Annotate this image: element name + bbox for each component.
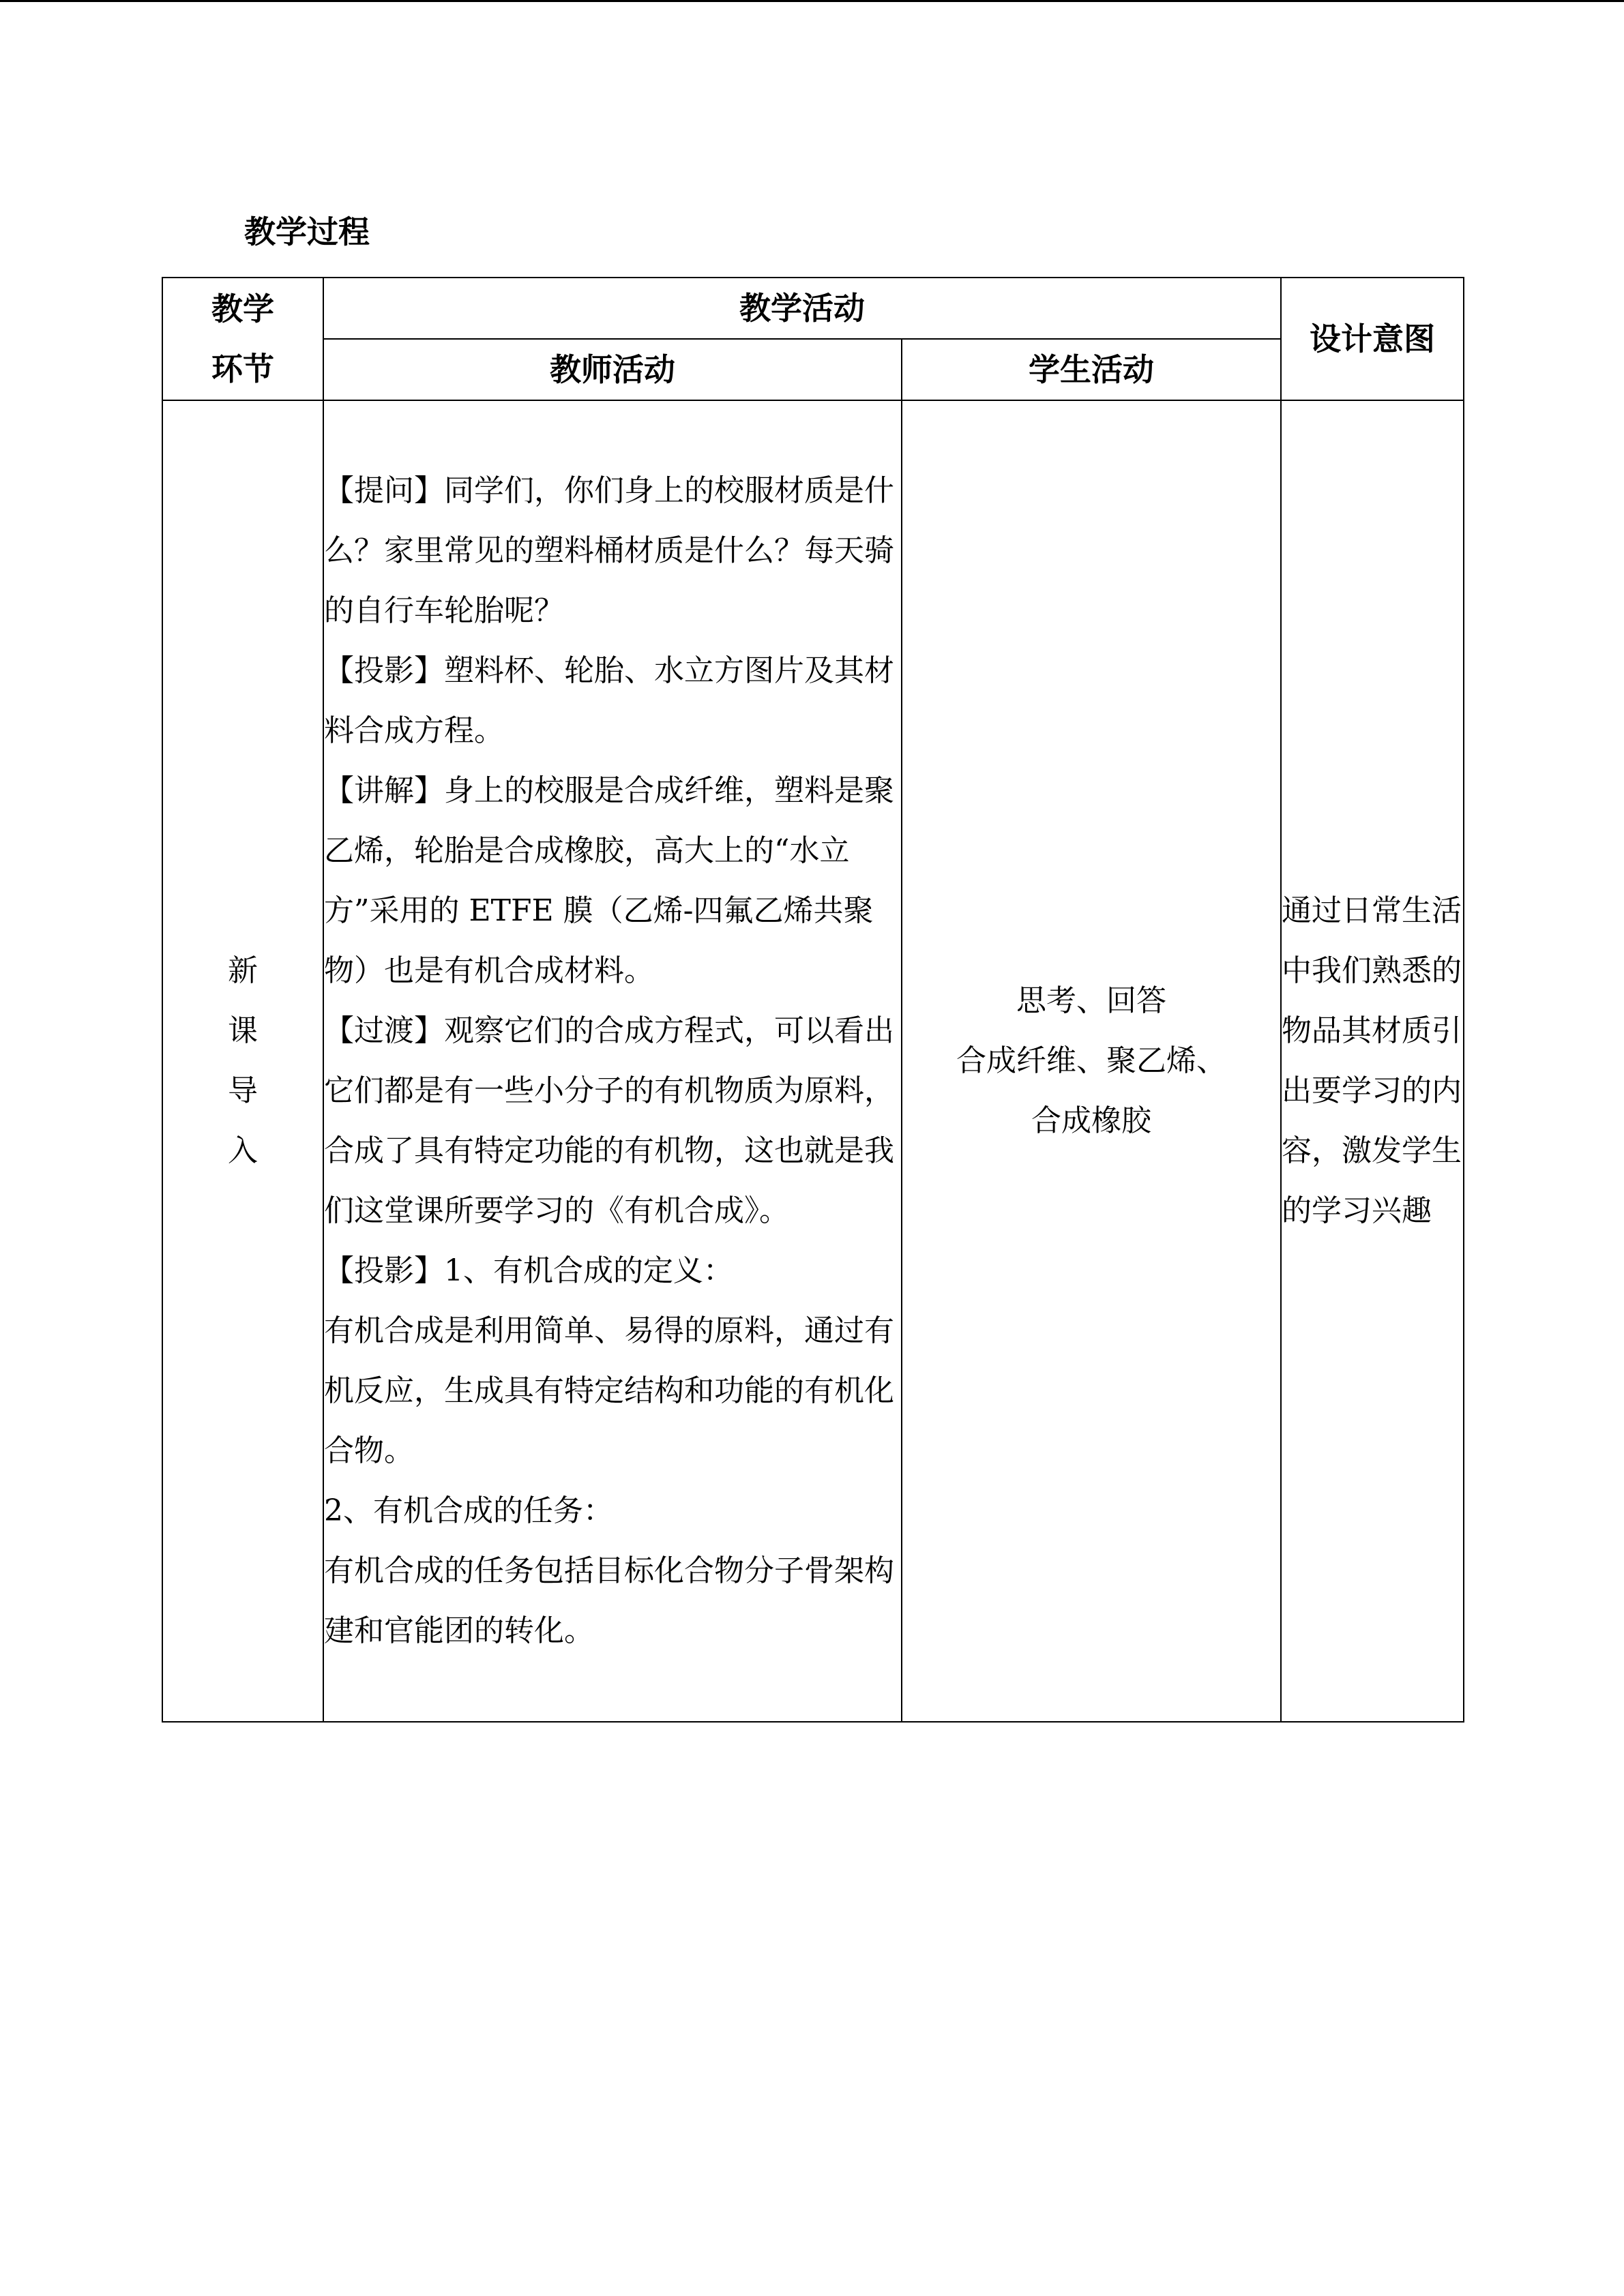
teacher-paragraph-transition: 【过渡】观察它们的合成方程式，可以看出它们都是有一些小分子的有机物质为原料，合成了具有特定功能的有机物，这也就是我们这堂课所要学习的《有机合成》。 (324, 1013, 894, 1228)
teacher-paragraph-projection: 【投影】塑料杯、轮胎、水立方图片及其材料合成方程。 (324, 653, 894, 748)
teacher-paragraph-question: 【提问】同学们，你们身上的校服材质是什么？家里常见的塑料桶材质是什么？每天骑的自行车轮胎呢？ (324, 473, 894, 628)
teaching-process-table (162, 277, 1464, 1723)
header-intent-cell: 设计意图 (1281, 278, 1464, 400)
student-line: 合成纤维、聚乙烯、 (956, 1043, 1226, 1078)
table-row (162, 400, 1464, 1722)
student-line: 思考、回答 (1016, 983, 1166, 1018)
header-student-cell: 学生活动 (902, 339, 1281, 400)
section-title: 教学过程 (244, 213, 370, 250)
student-line: 合成橡胶 (1031, 1103, 1151, 1138)
header-teacher-cell: 教师活动 (323, 339, 902, 400)
header-activity-cell: 教学活动 (323, 278, 1281, 339)
teacher-paragraph-task-heading: 2、有机合成的任务： (324, 1493, 613, 1528)
teacher-activity-cell (323, 400, 902, 1722)
header-stage-line2: 环节 (211, 351, 274, 387)
teacher-paragraph-explanation: 【讲解】身上的校服是合成纤维，塑料是聚乙烯，轮胎是合成橡胶，高大上的“水立方”采用的 ETFE 膜（乙烯-四氟乙烯共聚物）也是有机合成材料。 (324, 773, 894, 988)
design-intent-cell: 通过日常生活中我们熟悉的物品其材质引出要学习的内容，激发学生的学习兴趣 (1281, 400, 1464, 1722)
header-row-2 (162, 339, 1464, 400)
header-stage-cell (162, 278, 323, 400)
stage-char: 导 (228, 1073, 258, 1108)
header-row-1 (162, 278, 1464, 339)
header-stage-line1: 教学 (211, 290, 274, 327)
stage-char: 新 (228, 953, 258, 988)
teacher-paragraph-definition-heading: 【投影】1、有机合成的定义： (324, 1253, 733, 1288)
page-top-border (0, 0, 1624, 2)
student-activity-cell (902, 400, 1281, 1722)
stage-char: 入 (228, 1133, 258, 1168)
teacher-paragraph-definition: 有机合成是利用简单、易得的原料，通过有机反应，生成具有特定结构和功能的有机化合物。 (324, 1313, 894, 1468)
stage-cell (162, 400, 323, 1722)
teacher-paragraph-task: 有机合成的任务包括目标化合物分子骨架构建和官能团的转化。 (324, 1553, 894, 1648)
stage-char: 课 (228, 1013, 258, 1048)
